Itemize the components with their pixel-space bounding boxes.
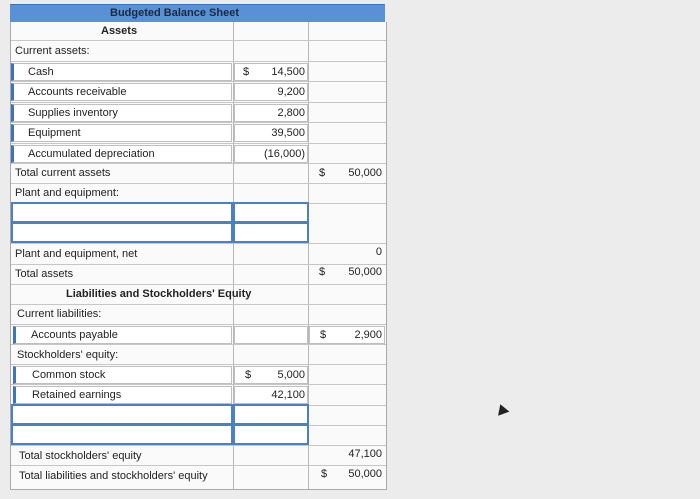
cash-value-field[interactable]: $ 14,500	[234, 63, 308, 81]
assets-heading: Assets	[101, 25, 138, 37]
balance-sheet-grid	[10, 22, 387, 490]
equity-item-2-value-field[interactable]	[233, 424, 309, 445]
equity-item-2-label-field[interactable]	[11, 424, 233, 445]
row-divider	[11, 61, 386, 62]
accounts-payable-value-field[interactable]: $ 2,900	[309, 326, 385, 344]
equipment-value-field[interactable]: 39,500	[234, 124, 308, 142]
sheet-title: Budgeted Balance Sheet	[110, 7, 239, 19]
mouse-cursor-icon	[495, 402, 510, 416]
accumulated-depreciation-value-field[interactable]: (16,000)	[234, 145, 308, 163]
plant-item-2-label-field[interactable]	[11, 222, 233, 243]
row-divider	[11, 465, 386, 466]
total-assets-label: Total assets	[15, 268, 74, 280]
row-divider	[11, 264, 386, 265]
total-assets-value: 50,000	[348, 266, 382, 278]
accounts-payable-amount-field[interactable]	[234, 326, 308, 344]
supplies-inventory-label-field[interactable]: Supplies inventory	[11, 104, 232, 122]
plant-equipment-label: Plant and equipment:	[15, 187, 119, 199]
row-divider	[11, 81, 386, 82]
total-current-assets-label: Total current assets	[15, 167, 111, 179]
title-bar	[10, 4, 385, 24]
cash-label-field[interactable]: Cash	[11, 63, 232, 81]
retained-earnings-label-field[interactable]: Retained earnings	[13, 386, 232, 404]
row-divider	[11, 344, 386, 345]
row-divider	[11, 364, 386, 365]
common-stock-value-field[interactable]: $ 5,000	[234, 366, 308, 384]
total-current-assets-dollar: $	[319, 167, 326, 179]
row-divider	[11, 304, 386, 305]
plant-equipment-net-label: Plant and equipment, net	[15, 248, 138, 260]
liabilities-heading: Liabilities and Stockholders' Equity	[66, 288, 252, 300]
current-assets-label: Current assets:	[15, 45, 90, 57]
total-stockholders-equity-value: 47,100	[348, 448, 382, 460]
accounts-payable-label-field[interactable]: Accounts payable	[13, 326, 232, 344]
row-divider	[11, 143, 386, 144]
row-divider	[11, 183, 386, 184]
plant-equipment-net-value: 0	[375, 246, 382, 258]
accounts-receivable-label-field[interactable]: Accounts receivable	[11, 83, 232, 101]
common-stock-label-field[interactable]: Common stock	[13, 366, 232, 384]
row-divider	[11, 243, 386, 244]
row-divider	[11, 122, 386, 123]
total-current-assets-value: 50,000	[348, 167, 382, 179]
supplies-inventory-value-field[interactable]: 2,800	[234, 104, 308, 122]
row-divider	[11, 163, 386, 164]
total-liabilities-equity-label: Total liabilities and stockholders' equity	[19, 470, 208, 482]
total-liabilities-equity-dollar: $	[321, 468, 328, 480]
retained-earnings-value-field[interactable]: 42,100	[234, 386, 308, 404]
row-divider	[11, 40, 386, 41]
total-stockholders-equity-label: Total stockholders' equity	[19, 450, 142, 462]
row-divider	[11, 445, 386, 446]
total-liabilities-equity-value: 50,000	[348, 468, 382, 480]
equipment-label-field[interactable]: Equipment	[11, 124, 232, 142]
equity-item-1-value-field[interactable]	[233, 404, 309, 425]
plant-item-2-value-field[interactable]	[233, 222, 309, 243]
total-assets-dollar: $	[319, 266, 326, 278]
accounts-receivable-value-field[interactable]: 9,200	[234, 83, 308, 101]
current-liabilities-label: Current liabilities:	[17, 308, 102, 320]
plant-item-1-value-field[interactable]	[233, 202, 309, 223]
row-divider	[11, 102, 386, 103]
plant-item-1-label-field[interactable]	[11, 202, 233, 223]
row-divider	[11, 284, 386, 285]
row-divider	[11, 324, 386, 325]
accumulated-depreciation-label-field[interactable]: Accumulated depreciation	[11, 145, 232, 163]
stockholders-equity-label: Stockholders' equity:	[17, 349, 119, 361]
equity-item-1-label-field[interactable]	[11, 404, 233, 425]
row-divider	[11, 384, 386, 385]
